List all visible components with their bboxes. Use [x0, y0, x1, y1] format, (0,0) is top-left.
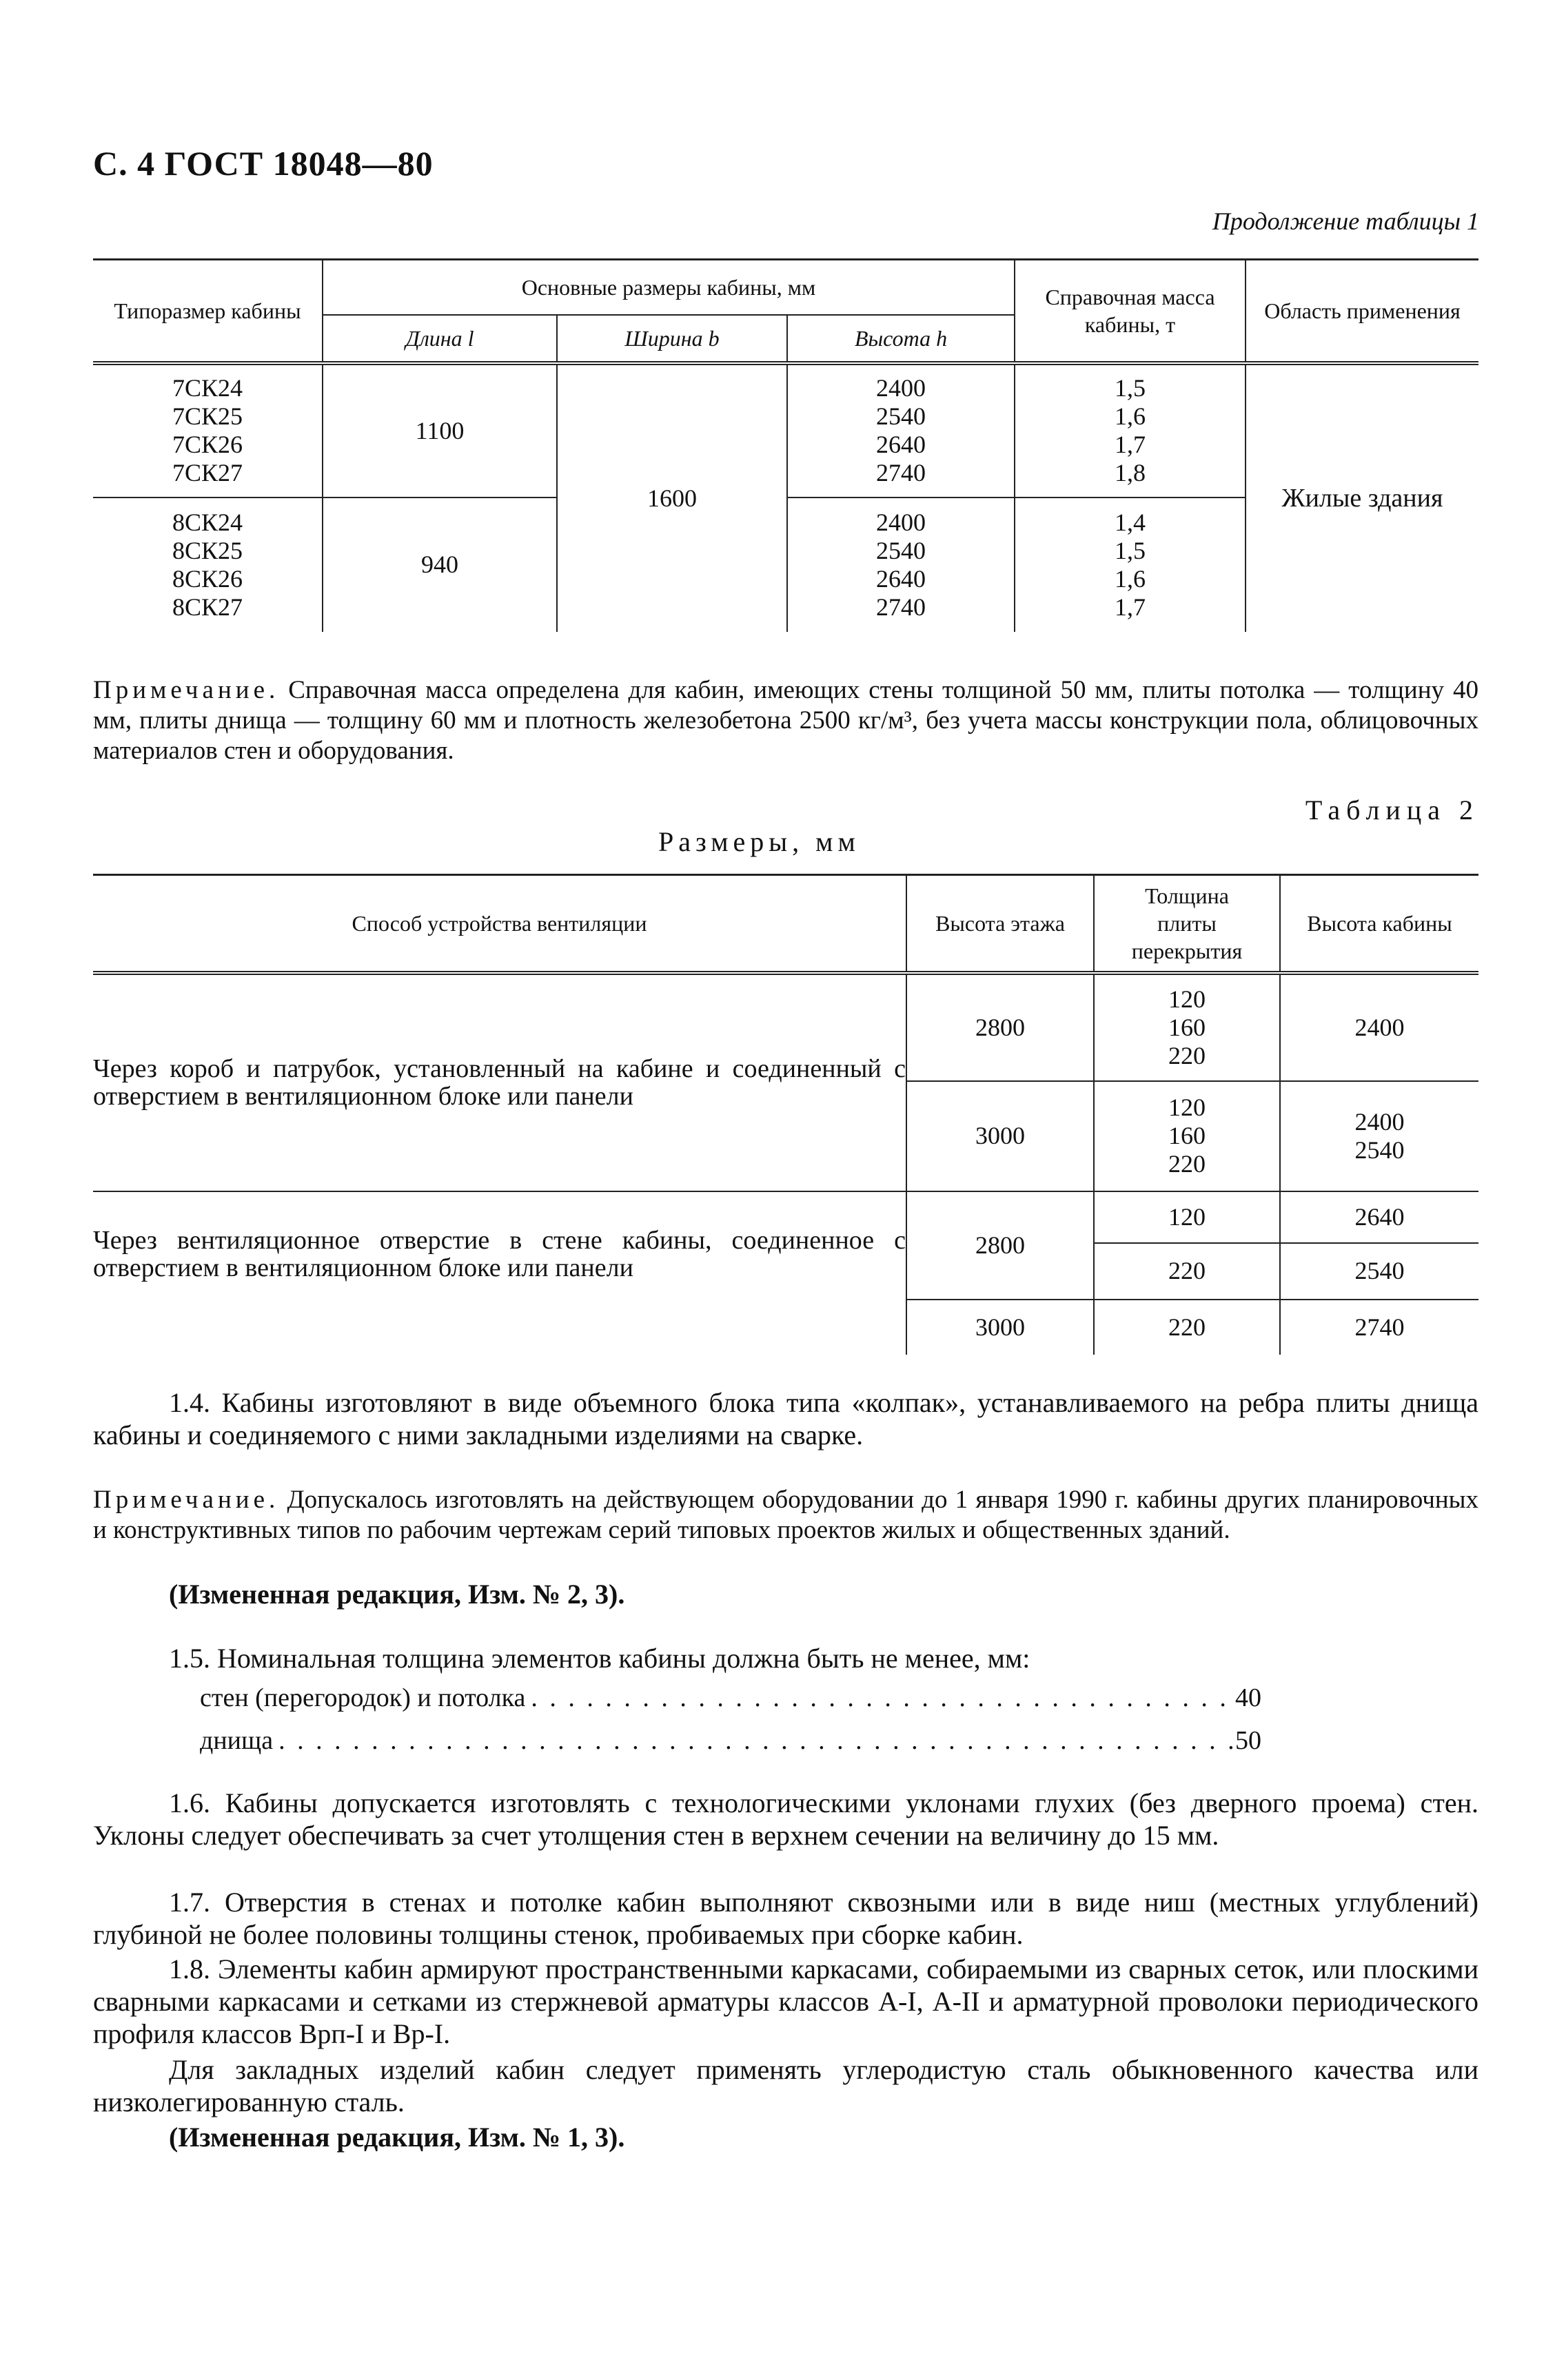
paragraph-1-4: 1.4. Кабины изготовляют в виде объемного блока типа «колпак», устанавливаемого на ребра плиты днища кабины и соединяемого с ними закладными изделиями на сварке. — [93, 1387, 1478, 1450]
paragraph-1-8: 1.8. Элементы кабин армируют пространственными каркасами, собираемыми из сварных сеток, или плоскими сварными каркасами и сетками из стержневой арматуры классов А-I, А-II и арматурной проволоки периодического профиля классов Врп-I и Вр-I. — [93, 1953, 1478, 2049]
col-header-main-dims: Основные размеры кабины, мм — [323, 260, 1015, 315]
table1-types-8: 8СК24 8СК25 8СК26 8СК27 — [93, 497, 323, 632]
paragraph-1-4-note: Примечание. Допускалось изготовлять на действующем оборудовании до 1 января 1990 г. кабины других планировочных и конструктивных типов по рабочим чертежам серий типовых проектов жилых и общественных зданий. — [93, 1486, 1479, 1544]
col-header-type: Типоразмер кабины — [93, 260, 323, 363]
table2-subtitle: Размеры, мм — [658, 826, 860, 857]
table1-area: Жилые здания — [1281, 483, 1443, 513]
table2-m1a-cabin: 2400 — [1280, 973, 1478, 1081]
table2-m1b-cabins: 2400 2540 — [1280, 1081, 1478, 1191]
col-header-height: Высота h — [787, 315, 1015, 363]
paragraph-1-6: 1.6. Кабины допускается изготовлять с технологическими уклонами глухих (без дверного проема) стен. Уклоны следует обеспечивать за счет утолщения стен в верхнем сечении на величину до 15 мм. — [93, 1787, 1478, 1851]
revision-note-1: (Измененная редакция, Изм. № 2, 3). — [169, 1579, 625, 1610]
table1-types-7: 7СК24 7СК25 7СК26 7СК27 — [93, 363, 323, 497]
col-header-method: Способ устройства вентиляции — [93, 875, 906, 973]
table2-m2a-cabin-1: 2640 — [1280, 1191, 1478, 1243]
table1-masses-8: 1,4 1,5 1,6 1,7 — [1015, 497, 1246, 632]
col-header-width: Ширина b — [557, 315, 787, 363]
table2-m1b-floor: 3000 — [906, 1081, 1094, 1191]
thickness-item-walls: стен (перегородок) и потолка . . . 40 — [200, 1683, 1261, 1713]
paragraph-1-7: 1.7. Отверстия в стенах и потолке кабин выполняют сквозными или в виде ниш (местных углублений) глубиной не более половины толщины стенок, пробиваемых при сборке кабин. — [93, 1887, 1478, 1950]
col-header-area: Область применения — [1246, 260, 1478, 363]
table2-m2a-floor: 2800 — [906, 1191, 1094, 1300]
table1-length-8: 940 — [323, 497, 557, 632]
paragraph-1-5: 1.5. Номинальная толщина элементов кабины должна быть не менее, мм: — [169, 1643, 1030, 1674]
col-header-mass: Справочная масса кабины, т — [1015, 260, 1246, 363]
table1-width: 1600 — [557, 363, 787, 632]
table2-method-1: Через короб и патрубок, установленный на кабине и соединенный с отверстием в вентиляционном блоке или панели — [93, 973, 906, 1191]
col-header-cabin: Высота кабины — [1280, 875, 1478, 973]
paragraph-1-8-steel: Для закладных изделий кабин следует применять углеродистую сталь обыкновенного качества или низколегированную сталь. — [93, 2054, 1478, 2117]
table2-m2b-floor: 3000 — [906, 1300, 1094, 1355]
col-header-length: Длина l — [323, 315, 557, 363]
table1-heights-8: 2400 2540 2640 2740 — [787, 497, 1015, 632]
revision-note-2: (Измененная редакция, Изм. № 1, 3). — [169, 2122, 625, 2153]
table2-m2a-slab-2: 220 — [1094, 1243, 1280, 1300]
table1-continuation: Продолжение таблицы 1 — [1212, 207, 1479, 235]
table2-m1a-slabs: 120 160 220 — [1094, 973, 1280, 1081]
table1-masses-7: 1,5 1,6 1,7 1,8 — [1015, 363, 1246, 497]
table2-method-2: Через вентиляционное отверстие в стене кабины, соединенное с отверстием в вентиляционном блоке или панели — [93, 1191, 906, 1355]
table1-length-7: 1100 — [323, 363, 557, 497]
table2-m2a-cabin-2: 2540 — [1280, 1243, 1478, 1300]
table2-m2b-cabin: 2740 — [1354, 1313, 1405, 1341]
table1-note: Примечание. Справочная масса определена для кабин, имеющих стены толщиной 50 мм, плиты потолка — толщину 40 мм, плиты днища — толщину 60 мм и плотность железобетона 2500 кг/м³, без учета массы конструкции пола, облицовочных материалов стен и оборудования. — [93, 676, 1478, 765]
table2-m2a-slab-1: 120 — [1094, 1191, 1280, 1243]
table-2 — [93, 874, 1478, 1355]
table-1 — [93, 258, 1478, 632]
col-header-slab: Толщина плиты перекрытия — [1094, 875, 1280, 973]
table2-title: Таблица 2 — [1305, 794, 1479, 825]
thickness-item-bottom: днища . . . 50 — [200, 1725, 1261, 1756]
table2-m1b-slabs: 120 160 220 — [1094, 1081, 1280, 1191]
col-header-floor: Высота этажа — [906, 875, 1094, 973]
table2-m1a-floor: 2800 — [906, 973, 1094, 1081]
table2-m2b-slab: 220 — [1094, 1300, 1280, 1355]
table1-heights-7: 2400 2540 2640 2740 — [787, 363, 1015, 497]
page-header: С. 4 ГОСТ 18048—80 — [93, 144, 434, 183]
